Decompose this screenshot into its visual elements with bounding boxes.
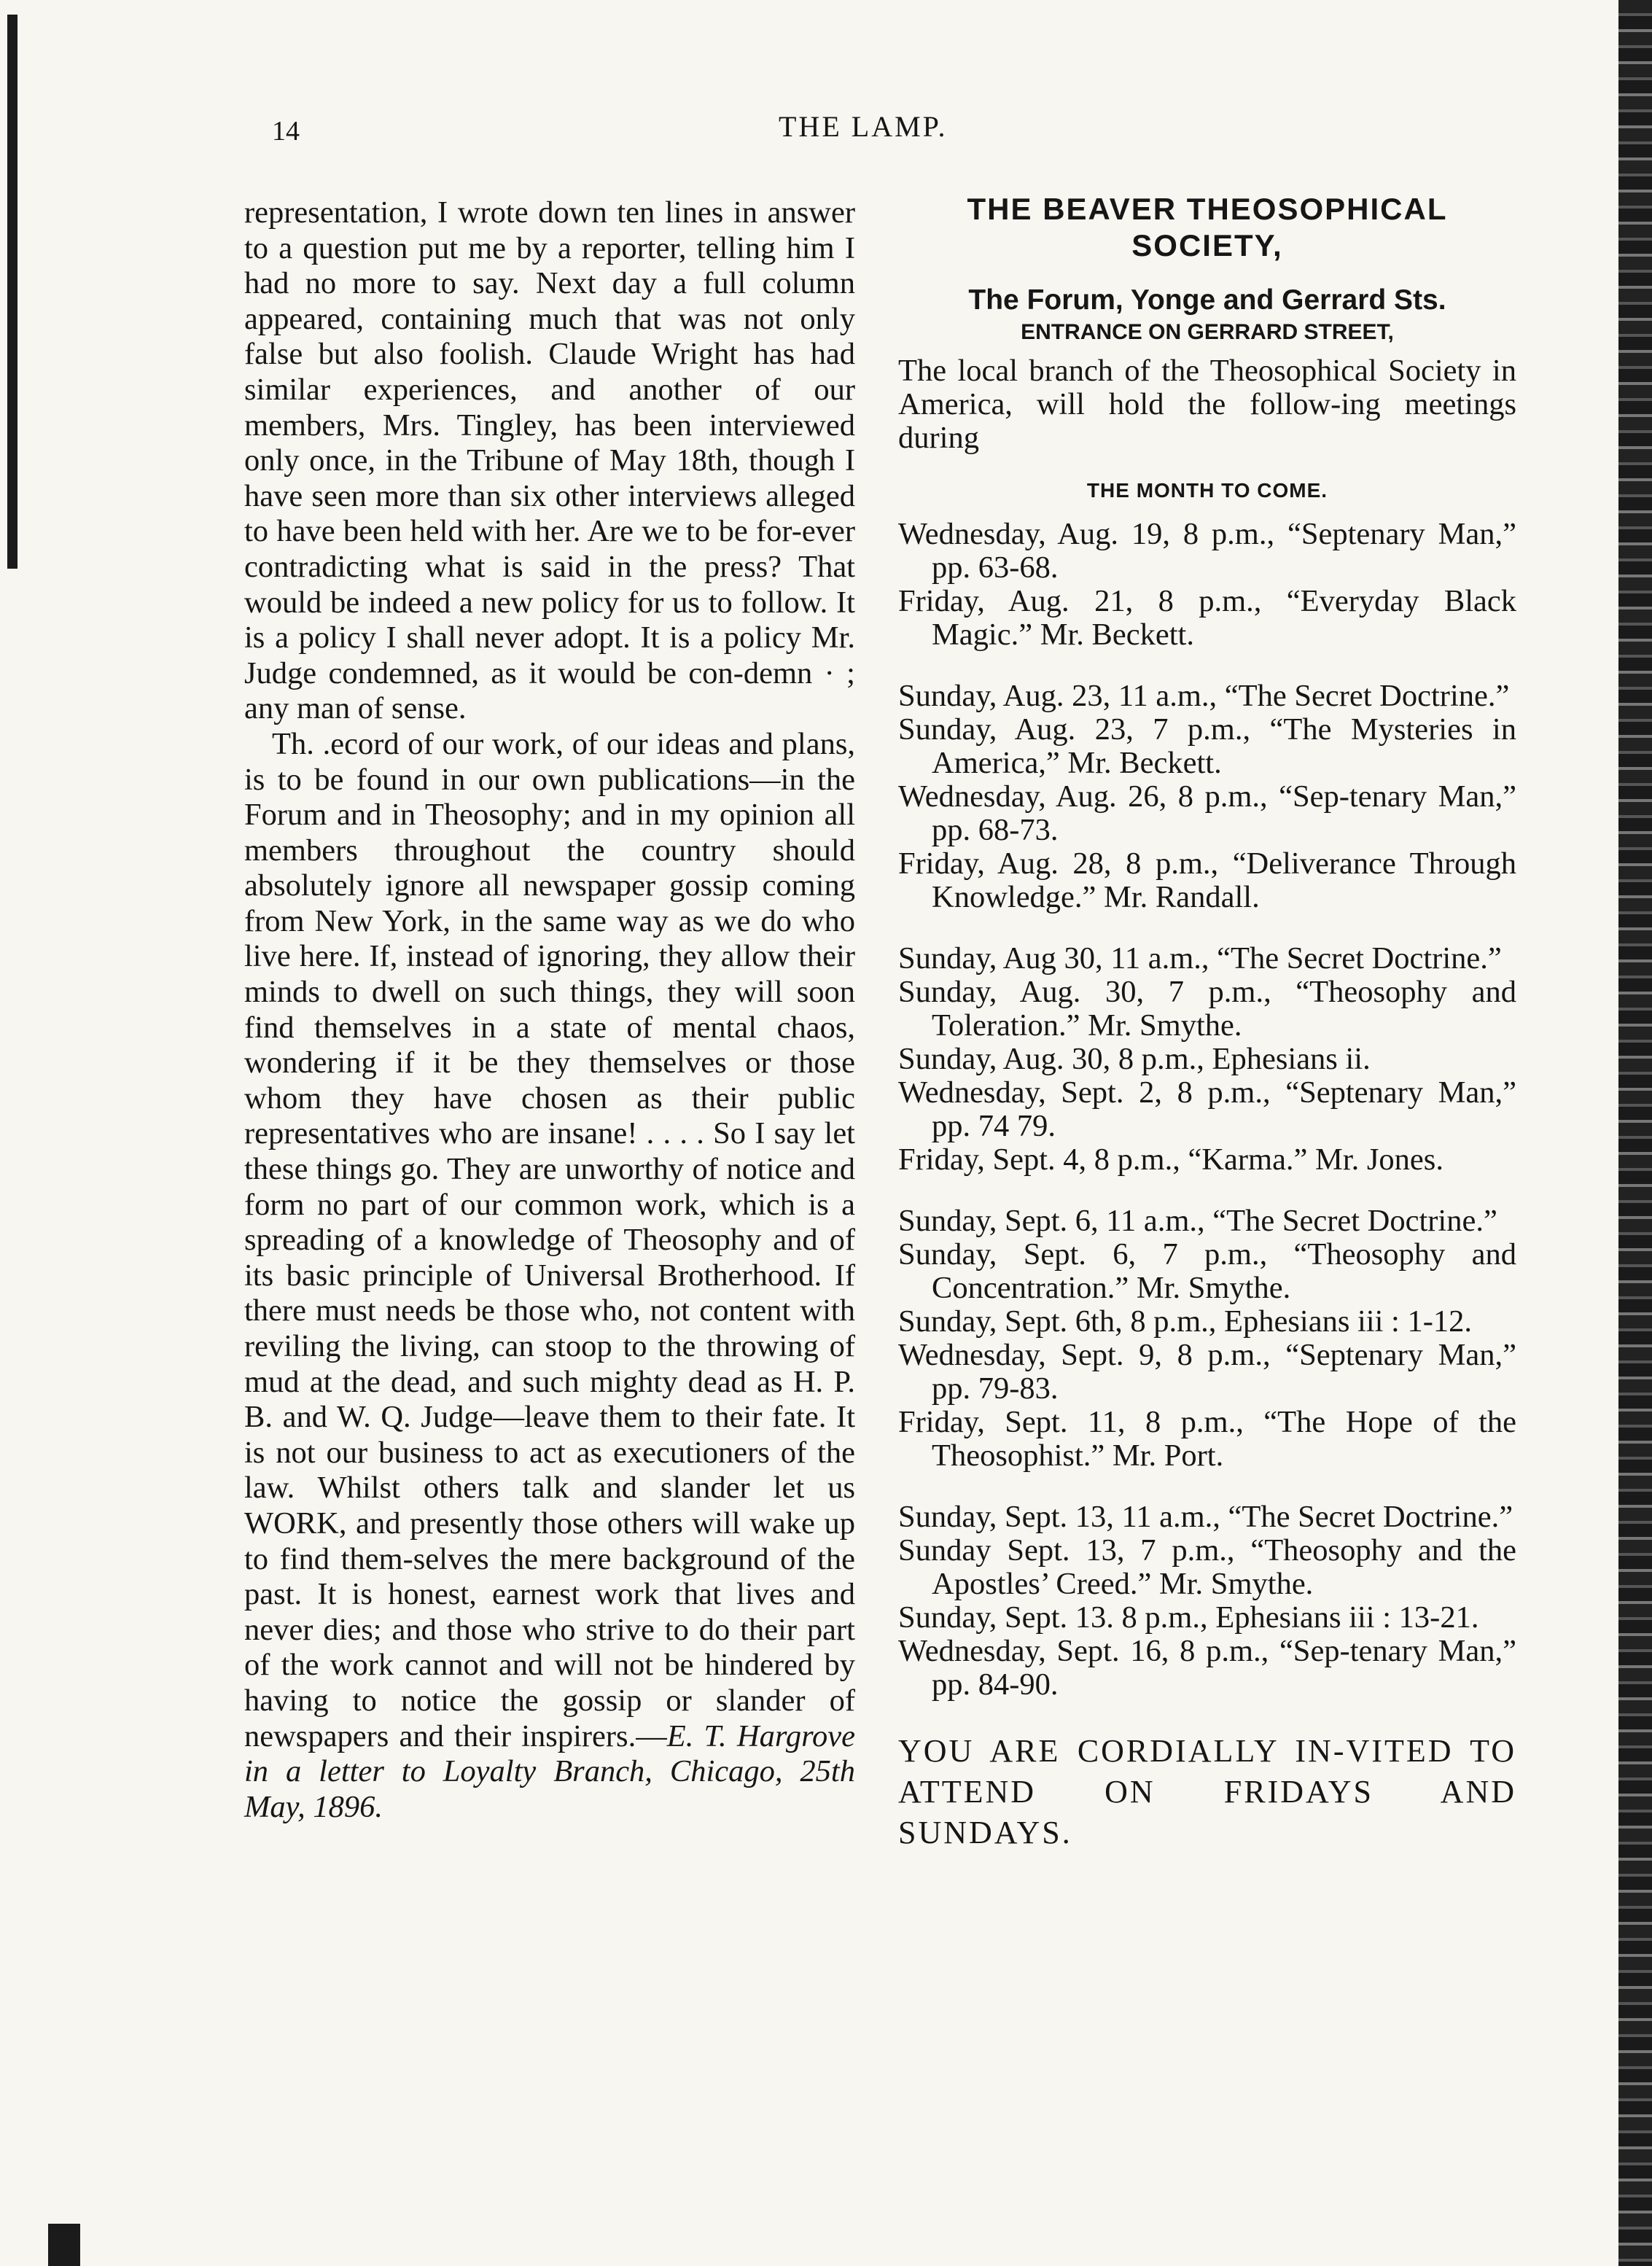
meeting-item: Sunday Sept. 13, 7 p.m., “Theosophy and the Apostles’ Creed.” Mr. Smythe. [898,1533,1516,1601]
meeting-item: Wednesday, Sept. 16, 8 p.m., “Sep-tenary Man,” pp. 84-90. [898,1634,1516,1702]
right-column [898,191,1516,1853]
running-title: THE LAMP. [779,110,948,143]
meeting-item: Sunday, Sept. 13. 8 p.m., Ephesians iii : 13-21. [898,1600,1479,1635]
meeting-item: Friday, Aug. 28, 8 p.m., “Deliverance Through Knowledge.” Mr. Randall. [898,846,1516,914]
meeting-item: Sunday, Aug. 23, 7 p.m., “The Mysteries in America,” Mr. Beckett. [898,712,1516,780]
scan-edge-left [7,15,17,569]
meeting-item: Wednesday, Aug. 26, 8 p.m., “Sep-tenary Man,” pp. 68-73. [898,779,1516,847]
scan-edge-left-bottom [48,2224,80,2266]
meeting-item: Wednesday, Sept. 2, 8 p.m., “Septenary Man,” pp. 74 79. [898,1075,1516,1143]
meeting-item: Sunday, Sept. 6, 11 a.m., “The Secret Doctrine.” [898,1204,1497,1238]
body-paragraph: representation, I wrote down ten lines in answer to a question put me by a reporter, telling him I had no more to say. Next day a full column appeared, containing much that was not only false but also foolish. Claude Wright has had similar experiences, and another of our members, Mrs. Tingley, has been interviewed only once, in the Tribune of May 18th, though I have seen more than six other interviews alleged to have been held with her. Are we to be for-ever contradicting what is said in the press? That would be indeed a new policy for us to follow. It is a policy I shall never adopt. It is a policy Mr. Judge condemned, as it would be con-demn · ; any man of sense. [244,195,855,726]
society-title-line1: THE BEAVER THEOSOPHICAL [967,192,1448,226]
venue: The Forum, Yonge and Gerrard Sts. [968,284,1446,316]
meeting-item: Sunday, Aug. 23, 11 a.m., “The Secret Doctrine.” [898,679,1510,713]
left-column [244,195,855,1825]
intro-text: The local branch of the Theosophical Society in America, will hold the follow-ing meetings during [898,354,1516,455]
meeting-item: Sunday, Aug. 30, 8 p.m., Ephesians ii. [898,1042,1371,1076]
body-paragraph-with-signature [244,727,855,1825]
body-paragraph: Th. .ecord of our work, of our ideas and plans, is to be found in our own publications—in the Forum and in Theosophy; and in my opinion all members throughout the country should absolutely ignore all newspaper gossip coming from New York, in the same way as we do who live here. If, instead of ignoring, they allow their minds to dwell on such things, they will soon find themselves in a state of mental chaos, wondering if it be they themselves or those whom they have chosen as their public representatives who are insane! . . . . So I say let these things go. They are unworthy of notice and form no part of our common work, which is a spreading of a knowledge of Theosophy and of its basic principle of Universal Brotherhood. If there must needs be those who, not content with reviling the living, can stoop to the throwing of mud at the dead, and such mighty dead as H. P. B. and W. Q. Judge—leave them to their fate. It is not our business to act as executioners of the law. Whilst others talk and slander let us WORK, and presently those others will wake up to find them-selves the mere background of the past. It is honest, earnest work that lives and never dies; and those who strive to do their part of the work cannot and will not be hindered by having to notice the gossip or slander of newspapers and their inspirers.— [244,726,855,1753]
month-heading: THE MONTH TO COME. [1086,479,1328,502]
scan-edge-right [1618,0,1652,2266]
meeting-item: Sunday, Sept. 13, 11 a.m., “The Secret Doctrine.” [898,1500,1513,1534]
meeting-item: Sunday, Sept. 6th, 8 p.m., Ephesians iii : 1-12. [898,1304,1472,1339]
signature: E. T. Hargrove in a letter to Loyalty Branch, Chicago, 25th May, 1896. [244,1718,856,1824]
page-number: 14 [272,116,300,147]
meeting-item: Friday, Sept. 11, 8 p.m., “The Hope of the Theosophist.” Mr. Port. [898,1405,1516,1473]
meeting-item: Sunday, Aug. 30, 7 p.m., “Theosophy and Toleration.” Mr. Smythe. [898,975,1516,1043]
meeting-item: Sunday, Aug 30, 11 a.m., “The Secret Doctrine.” [898,941,1502,976]
meeting-item: Friday, Sept. 4, 8 p.m., “Karma.” Mr. Jones. [898,1142,1443,1177]
entrance-note: ENTRANCE ON GERRARD STREET, [1021,320,1394,344]
meeting-list [898,518,1516,1702]
society-title-line2: SOCIETY, [1131,228,1283,262]
meeting-item: Friday, Aug. 21, 8 p.m., “Everyday Black Magic.” Mr. Beckett. [898,584,1516,652]
meeting-item: Wednesday, Sept. 9, 8 p.m., “Septenary Man,” pp. 79-83. [898,1338,1516,1406]
invitation: YOU ARE CORDIALLY IN-VITED TO ATTEND ON FRIDAYS AND SUNDAYS. [898,1733,1516,1850]
meeting-item: Wednesday, Aug. 19, 8 p.m., “Septenary Man,” pp. 63-68. [898,517,1516,585]
meeting-item: Sunday, Sept. 6, 7 p.m., “Theosophy and Concentration.” Mr. Smythe. [898,1237,1516,1305]
